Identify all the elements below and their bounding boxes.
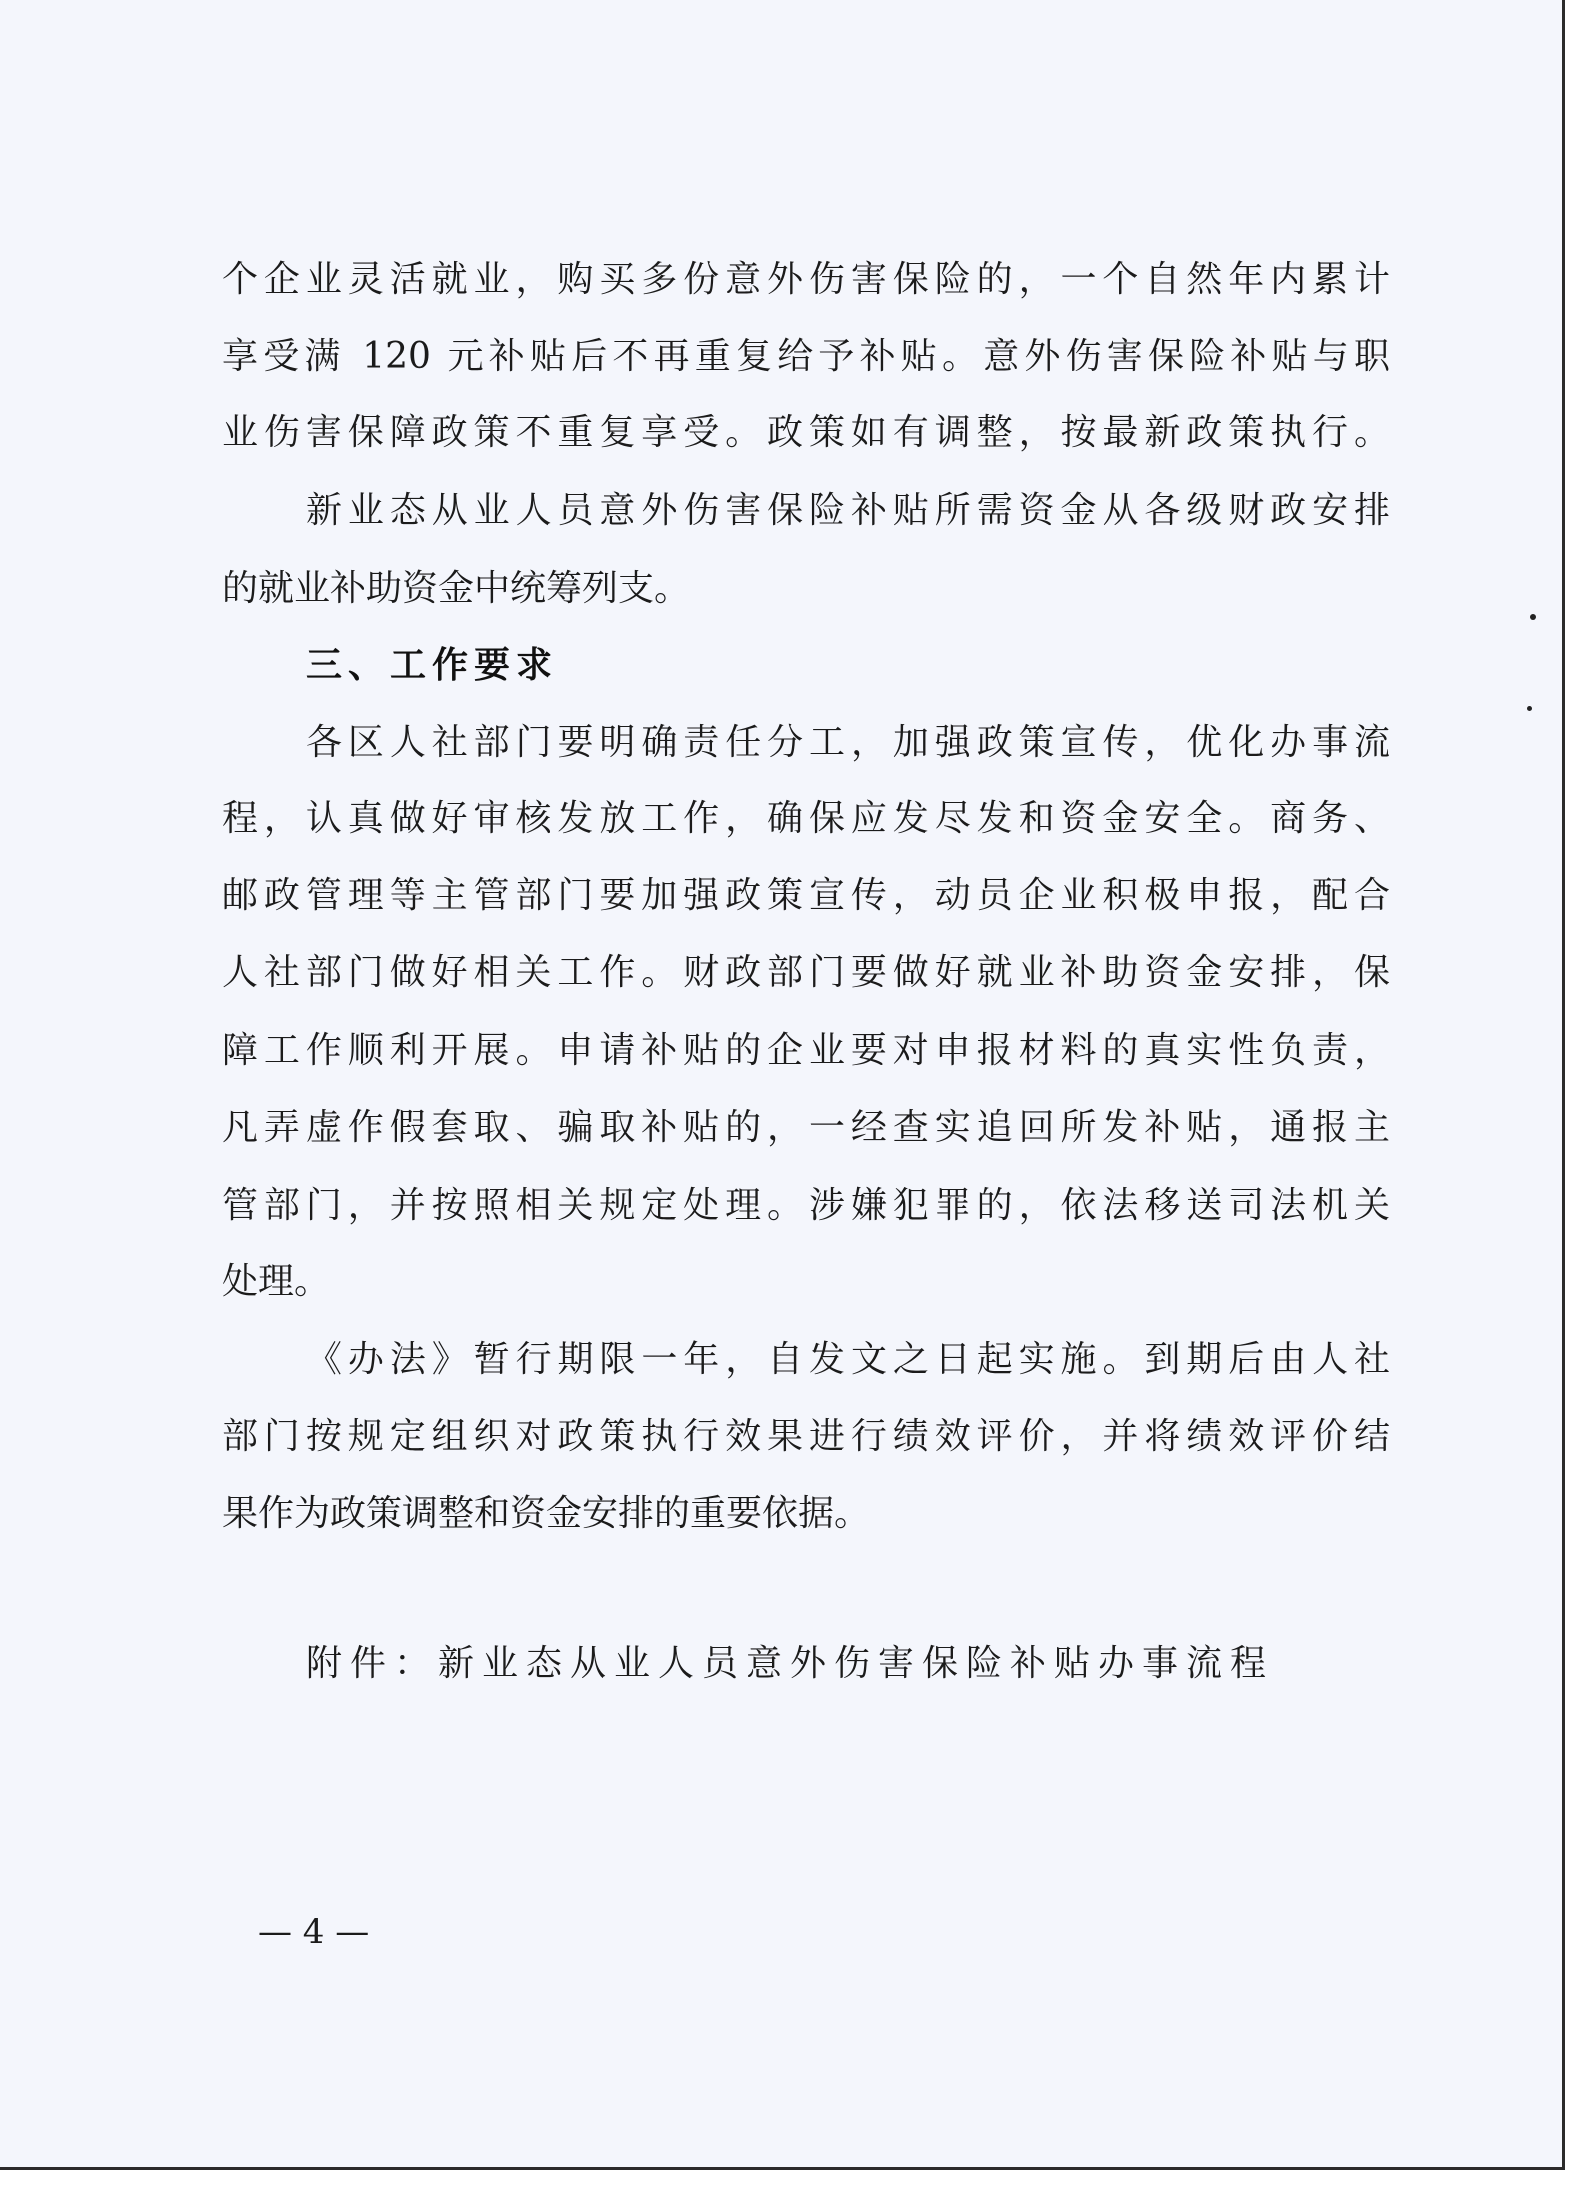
scan-speck	[1530, 614, 1536, 620]
scan-margin-bottom	[0, 2173, 1589, 2192]
body-line: 的就业补助资金中统筹列支。	[222, 568, 691, 609]
body-line: 程，认真做好审核发放工作，确保应发尽发和资金安全。商务、	[222, 798, 1390, 839]
body-line: 部门按规定组织对政策执行效果进行绩效评价，并将绩效评价结	[222, 1416, 1390, 1457]
page-number: — 4 —	[258, 1912, 370, 1952]
body-line: 管部门，并按照相关规定处理。涉嫌犯罪的，依法移送司法机关	[222, 1185, 1390, 1226]
body-line: 处理。	[222, 1261, 331, 1302]
body-line: 享受满 120 元补贴后不再重复给予补贴。意外伤害保险补贴与职	[222, 336, 1390, 377]
body-line: 各区人社部门要明确责任分工，加强政策宣传，优化办事流	[306, 722, 1390, 763]
body-line: 邮政管理等主管部门要加强政策宣传，动员企业积极申报，配合	[222, 875, 1390, 916]
attachment-line: 附件：新业态从业人员意外伤害保险补贴办事流程	[306, 1643, 1275, 1684]
scan-margin-right	[1568, 0, 1589, 2192]
scan-speck	[1527, 706, 1532, 711]
body-line: 果作为政策调整和资金安排的重要依据。	[222, 1493, 871, 1534]
body-line: 个企业灵活就业，购买多份意外伤害保险的，一个自然年内累计	[222, 259, 1390, 300]
body-line: 人社部门做好相关工作。财政部门要做好就业补助资金安排，保	[222, 952, 1390, 993]
body-line: 业伤害保障政策不重复享受。政策如有调整，按最新政策执行。	[222, 412, 1390, 453]
body-line: 凡弄虚作假套取、骗取补贴的，一经查实追回所发补贴，通报主	[222, 1107, 1390, 1148]
body-line: 《办法》暂行期限一年，自发文之日起实施。到期后由人社	[306, 1339, 1390, 1380]
body-line: 障工作顺利开展。申请补贴的企业要对申报材料的真实性负责，	[222, 1030, 1390, 1071]
body-line: 新业态从业人员意外伤害保险补贴所需资金从各级财政安排	[306, 490, 1390, 531]
section-heading: 三、工作要求	[306, 645, 559, 686]
